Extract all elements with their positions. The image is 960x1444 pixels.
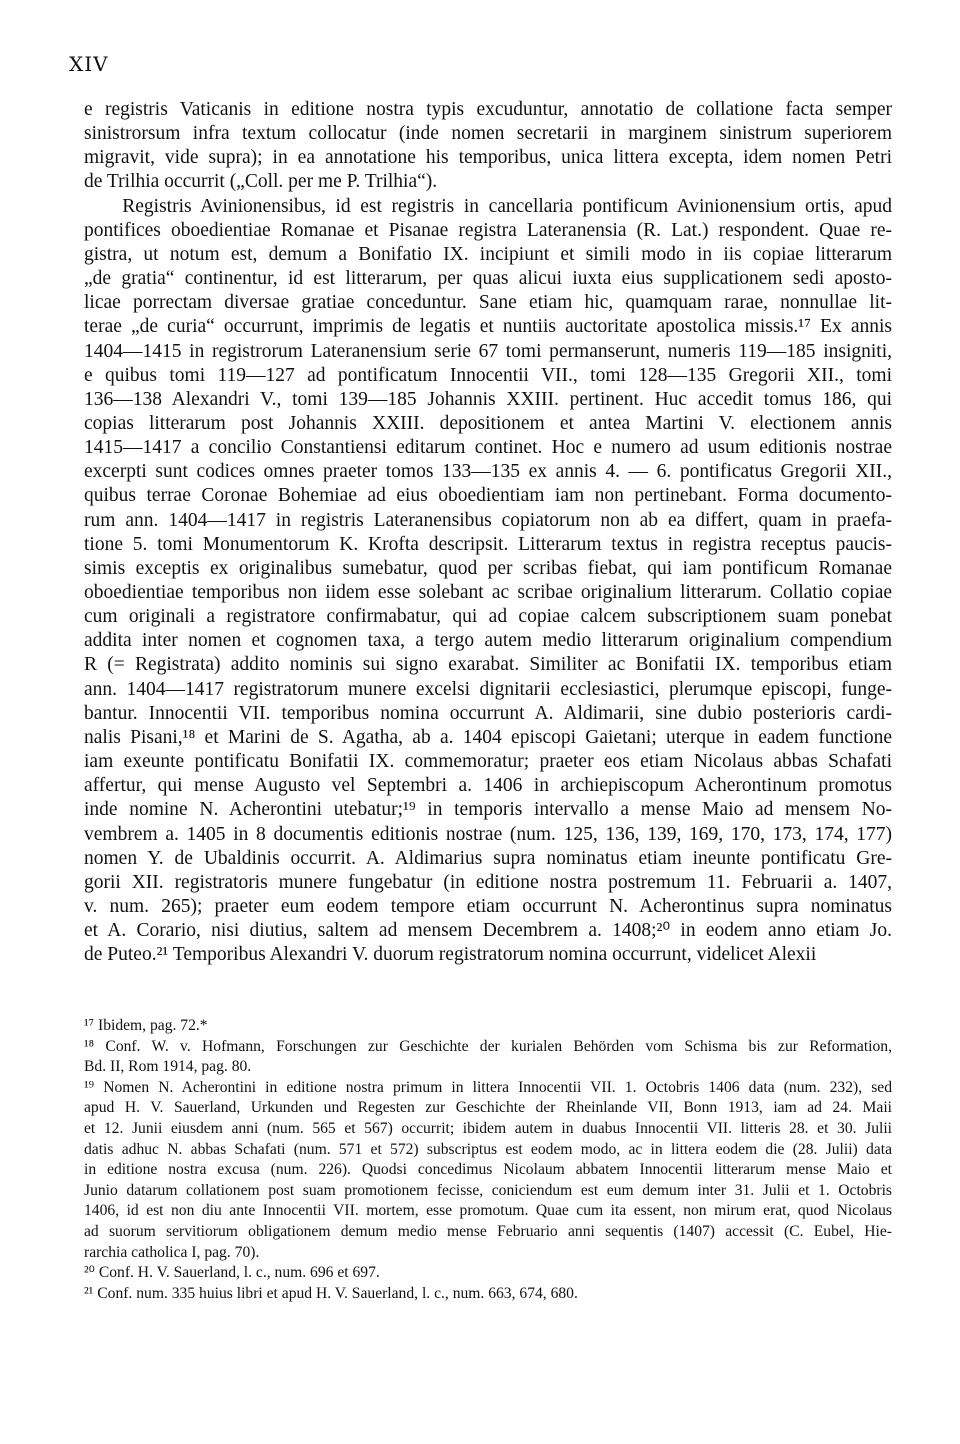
body-line: e registris Vaticanis in editione nostra typis excuduntur, annotatio de collatione facta semper — [84, 99, 892, 120]
body-line: quibus terrae Coronae Bohemiae ad eius oboedientiam iam non pertinebant. Forma documento- — [84, 485, 892, 507]
body-line: inde nomine N. Acherontini utebatur;¹⁹ in temporis intervallo a mense Maio ad mensem No- — [84, 799, 892, 821]
body-line: gorii XII. registratoris munere fungebatur (in editione nostra postremum 11. Februarii a. 1407, — [84, 871, 892, 893]
body-line: e quibus tomi 119—127 ad pontificatum Innocentii VII., tomi 128—135 Gregorii XII., tomi — [84, 364, 892, 386]
footnote-line: Bd. II, Rom 1914, pag. 80. — [84, 1058, 252, 1076]
body-line: iam exeunte pontificatu Bonifatii IX. commemoratur; praeter eos etiam Nicolaus abbas Schafati — [84, 751, 892, 773]
footnote-line: ²⁰ Conf. H. V. Sauerland, l. c., num. 696 et 697. — [84, 1264, 380, 1282]
body-line: ann. 1404—1417 registratorum munere excelsi dignitarii ecclesiastici, plerumque episcopi, funge- — [84, 678, 892, 700]
page-number: XIV — [69, 52, 109, 76]
body-line: de Trilhia occurrit („Coll. per me P. Trilhia“). — [84, 171, 438, 193]
footnote-line: rarchia catholica I, pag. 70). — [84, 1243, 260, 1261]
footnote-line: Junio datarum collationem post suam promotionem fecisse, coniciendum est eum demum inter 31. Julii et 1. Octobris — [84, 1181, 892, 1199]
footnote-line: ad suorum servitiorum obligationem demum medio mense Februario anni sequentis (1407) accessit (C. Eubel, Hie- — [84, 1223, 892, 1240]
body-line: nalis Pisani,¹⁸ et Marini de S. Agatha, ab a. 1404 episcopi Gaietani; uterque in eadem functione — [84, 726, 892, 748]
body-line: R (= Registrata) addito nominis sui signo exarabat. Similiter ac Bonifatii IX. temporibus etiam — [84, 654, 892, 676]
body-line: sinistrorsum infra textum collocatur (inde nomen secretarii in marginem sinistrum superiorem — [84, 123, 892, 145]
body-line: 1404—1415 in registrorum Lateranensium serie 67 tomi permanserunt, numeris 119—185 insigniti, — [84, 340, 892, 362]
footnote-line: et 12. Junii eiusdem anni (num. 565 et 567) occurrit; ibidem autem in duabus Innocentii VII. litteris 28. et 30. Julii — [84, 1120, 892, 1137]
body-line: „de gratia“ continentur, id est litterarum, per quas alicui iuxta eius supplicationem sedi aposto- — [84, 268, 892, 290]
footnote-line: apud H. V. Sauerland, Urkunden und Regesten zur Geschichte der Rheinlande VII, Bonn 1913, iam ad 24. Maii — [84, 1099, 892, 1117]
body-line: simis exceptis ex originalibus sumebatur, quod per scribas fiebat, qui iam pontificum Romanae — [84, 557, 892, 579]
footnote-line: datis adhuc N. abbas Schafati (num. 571 et 572) subscriptus est eodem modo, ac in littera eodem die (28. Julii) data — [84, 1140, 892, 1158]
body-line: tione 5. tomi Monumentorum K. Krofta descripsit. Litterarum textus in registra receptus paucis- — [84, 533, 892, 555]
footnote-line: 1406, id est non diu ante Innocentii VII. mortem, esse promotum. Quae cum ita essent, non mirum erat, quod Nicolaus — [84, 1202, 892, 1220]
body-line: Registris Avinionensibus, id est registris in cancellaria pontificum Avinionensium ortis, apud — [84, 195, 892, 217]
body-line: affertur, qui mense Augusto vel Septembri a. 1406 in archiepiscopum Acherontinum promotus — [84, 775, 892, 797]
body-line: 136—138 Alexandri V., tomi 139—185 Johannis XXIII. pertinent. Huc accedit tomus 186, qui — [84, 388, 892, 410]
footnote-line: ¹⁷ Ibidem, pag. 72.* — [84, 1017, 208, 1034]
body-line: de Puteo.²¹ Temporibus Alexandri V. duorum registratorum nomina occurrunt, videlicet Alexii — [84, 944, 817, 966]
body-line: migravit, vide supra); in ea annotatione his temporibus, unica littera excepta, idem nomen Petri — [84, 147, 892, 169]
body-line: v. num. 265); praeter eum eodem tempore etiam occurrunt N. Acherontinus supra nominatus — [84, 895, 892, 917]
footnote-line: ²¹ Conf. num. 335 huius libri et apud H. V. Sauerland, l. c., num. 663, 674, 680. — [84, 1284, 578, 1302]
body-line: 1415—1417 a concilio Constantiensi editarum continet. Hoc e numero ad usum editionis nostrae — [84, 437, 892, 459]
footnote-line: ¹⁸ Conf. W. v. Hofmann, Forschungen zur Geschichte der kurialen Behörden vom Schisma bis zur Reformation, — [84, 1037, 892, 1055]
body-line: addita inter nomen et cognomen taxa, a tergo autem medio litterarum originalium compendium — [84, 630, 892, 652]
body-line: oboedientiae temporibus non iidem esse solebant ac scribae originalium litterarum. Collatio copiae — [84, 582, 892, 603]
footnote-line: in editione nostra excusa (num. 226). Quodsi concedimus Nicolaum abbatem Innocentii litterarum mense Maio et — [84, 1161, 892, 1179]
body-line: et A. Corario, nisi diutius, saltem ad mensem Decembrem a. 1408;²⁰ in eodem anno etiam Jo. — [84, 920, 892, 942]
footnote-line: ¹⁹ Nomen N. Acherontini in editione nostra primum in littera Innocentii VII. 1. Octobris 1406 data (num. 232), sed — [84, 1078, 892, 1096]
body-line: gistra, ut notum est, demum a Bonifatio IX. incipiunt et simili modo in iis copiae litterarum — [84, 243, 892, 265]
body-line: bantur. Innocentii VII. temporibus nomina occurrunt A. Aldimarii, sine dubio posterioris cardi- — [84, 702, 892, 724]
body-line: copias litterarum post Johannis XXIII. depositionem et antea Martini V. electionem annis — [84, 412, 892, 434]
body-line: pontifices oboedientiae Romanae et Pisanae registra Lateranensia (R. Lat.) respondent. Quae re- — [84, 219, 892, 241]
body-line: vembrem a. 1405 in 8 documentis editionis nostrae (num. 125, 136, 139, 169, 170, 173, 174, 177) — [84, 823, 892, 845]
body-line: nomen Y. de Ubaldinis occurrit. A. Aldimarius supra nominatus etiam ineunte pontificatu Gre- — [84, 847, 892, 869]
body-line: rum ann. 1404—1417 in registris Lateranensibus copiatorum non ab ea differt, quam in praefa- — [84, 509, 892, 531]
body-line: terae „de curia“ occurrunt, imprimis de legatis et nuntiis auctoritate apostolica missis.¹⁷ Ex annis — [84, 316, 892, 338]
body-line: excerpti sunt codices omnes praeter tomos 133—135 ex annis 4. — 6. pontificatus Gregorii XII., — [84, 461, 892, 483]
body-line: cum originali a registratore confirmabatur, qui ad copiae calcem subscriptionem suam ponebat — [84, 606, 892, 628]
body-line: licae porrectam diversae gratiae conceduntur. Sane etiam hic, quamquam rarae, nonnullae lit- — [84, 292, 892, 314]
